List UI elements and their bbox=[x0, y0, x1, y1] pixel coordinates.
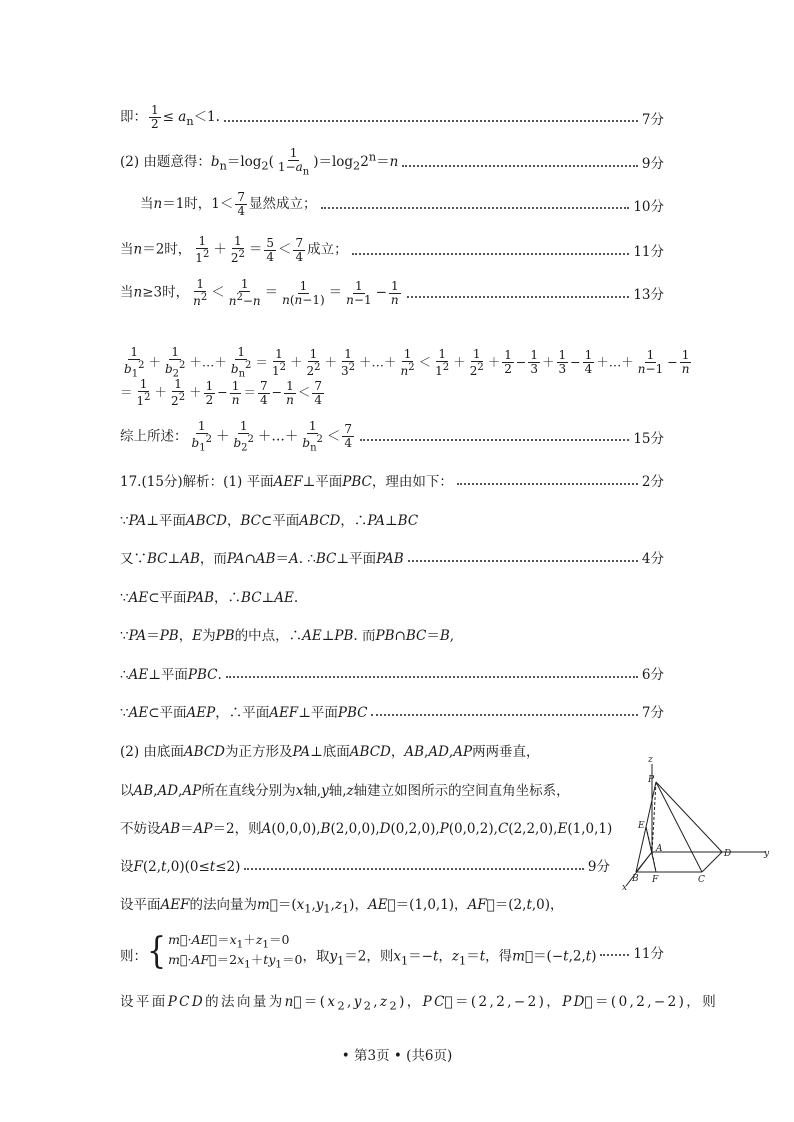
score-label: 6分 bbox=[641, 667, 664, 683]
line-text: (2) 由底面ABCD为正方形及PA⊥底面ABCD，AB,AD,AP两两垂直， bbox=[120, 744, 540, 760]
line-7 bbox=[120, 378, 326, 408]
line-4 bbox=[120, 235, 664, 265]
line-19 bbox=[120, 855, 610, 875]
line-text: 当n＝1时，1＜ $\frac{7}{4}$ 显然成立； bbox=[140, 190, 317, 219]
line-text: 不妨设AB＝AP＝2，则A(0,0,0),B(2,0,0),D(0,2,0),P(0,0,2),C(2,2,0),E(1,0,1) bbox=[120, 821, 613, 837]
line-text: ＝ $\frac{1}{1^2}$ ＋ $\frac{1}{2^2}$ ＋ $\frac{1}{2}$ − $\frac{1}{n}$ ＝ $\frac{7}{4}$ − $\frac{1}{n}$ ＜ $\frac{7}{4}$ bbox=[120, 377, 322, 409]
score-label: 7分 bbox=[641, 705, 664, 721]
line-text: 17.(15分)解析：(1) 平面AEF⊥平面PBC，理由如下： bbox=[120, 474, 453, 490]
line-text: (2) 由题意得：$b_n=\log_2$( $\frac{1}{1-a_n}$ )$=\log_22^n=n$ bbox=[120, 146, 399, 178]
line-13 bbox=[120, 624, 454, 644]
label-y: y bbox=[764, 849, 770, 859]
edge-CD bbox=[702, 852, 722, 872]
label-E: E bbox=[638, 821, 645, 831]
dot-leader bbox=[321, 206, 630, 209]
line-text: 又∵BC⊥AB，而PA∩AB＝A. ∴BC⊥平面PAB bbox=[120, 551, 404, 567]
line-text: 设平面AEF的法向量为$m⃗=(x_1,y_1,z_1)$，AE⃗＝(1,0,1)，AF⃗＝(2,t,0)， bbox=[120, 897, 564, 916]
line-12 bbox=[120, 586, 298, 606]
edge-PD bbox=[656, 782, 722, 852]
label-P: P bbox=[648, 775, 655, 785]
line-text: 当n≥3时， $\frac{1}{n^2}$ ＜ $\frac{1}{n^2-n}$ ＝ $\frac{1}{n(n-1)}$ ＝ $\frac{1}{n-1}$ − $\frac{1}{n}$ bbox=[120, 277, 399, 309]
line-text: ∵AE⊂平面PAB，∴BC⊥AE. bbox=[120, 590, 299, 606]
dot-leader bbox=[407, 295, 630, 298]
line-3 bbox=[140, 191, 664, 218]
line-8 bbox=[120, 420, 664, 454]
line-9 bbox=[120, 470, 664, 490]
line-20 bbox=[120, 893, 564, 916]
score-label: 9分 bbox=[587, 859, 610, 875]
line-10 bbox=[120, 509, 418, 529]
line-6 bbox=[120, 346, 693, 380]
dot-leader bbox=[226, 675, 638, 678]
line-16 bbox=[120, 740, 540, 760]
label-x: x bbox=[622, 883, 628, 892]
line-21 bbox=[120, 929, 664, 972]
dot-leader bbox=[457, 482, 638, 485]
page-footer: • 第3页 • (共6页) bbox=[341, 1048, 453, 1064]
dot-leader bbox=[224, 119, 638, 122]
score-label: 2分 bbox=[641, 474, 664, 490]
score-label: 11分 bbox=[633, 244, 664, 261]
edge-PC bbox=[656, 782, 702, 872]
line-5 bbox=[120, 278, 664, 308]
line-15 bbox=[120, 701, 664, 721]
dot-leader bbox=[352, 252, 630, 255]
score-label: 13分 bbox=[633, 287, 664, 304]
line-text: 设平面PCD的法向量为$n⃗=(x_2,y_2,z_2)$，PC⃗＝(2,2,−2)，PD⃗＝(0,2,−2)，则 bbox=[120, 994, 719, 1013]
line-text: ∵PA⊥平面ABCD，BC⊂平面ABCD，∴PA⊥BC bbox=[120, 513, 419, 529]
line-18 bbox=[120, 817, 612, 837]
dot-leader bbox=[402, 164, 638, 167]
label-B: B bbox=[632, 874, 639, 884]
label-F: F bbox=[652, 875, 659, 885]
line-text: 当n＝2时， $\frac{1}{1^2}$ ＋ $\frac{1}{2^2}$ ＝ $\frac{5}{4}$ ＜ $\frac{7}{4}$ 成立； bbox=[120, 234, 348, 266]
score-label: 7分 bbox=[641, 111, 664, 128]
dot-leader bbox=[244, 867, 584, 870]
line-1 bbox=[120, 104, 664, 131]
score-label: 4分 bbox=[641, 551, 664, 567]
dot-leader bbox=[360, 438, 629, 441]
dot-leader bbox=[371, 713, 637, 716]
line-text: ∵PA＝PB，E为PB的中点，∴AE⊥PB. 而PB∩BC＝B, bbox=[120, 628, 455, 644]
line-text: 综上所述： $\frac{1}{b_1^2}$ ＋ $\frac{1}{b_2^2}$ ＋…＋ $\frac{1}{b_n^2}$ ＜ $\frac{7}{4}$ bbox=[120, 419, 353, 454]
line-text: ∵AE⊂平面AEP，∴平面AEF⊥平面PBC bbox=[120, 705, 368, 721]
line-text: 设F(2,t,0)(0≤t≤2) bbox=[120, 859, 241, 875]
line-2 bbox=[120, 147, 664, 178]
line-14 bbox=[120, 663, 664, 683]
segment-EF bbox=[646, 827, 656, 872]
line-text: 即： $\frac{1}{2}$ ≤ $a_n<1$. bbox=[120, 103, 220, 132]
score-label: 9分 bbox=[641, 156, 664, 173]
label-D: D bbox=[724, 849, 732, 859]
score-label: 15分 bbox=[633, 430, 664, 447]
label-A: A bbox=[656, 844, 663, 854]
dot-leader bbox=[408, 559, 638, 562]
line-text: 则： { $m⃗\cdot AE⃗=x_1+z_1=0$ $m⃗\cdot AF⃗=2x_1+ty_1=0$ ，取$y_1=2$，则$x_1=-t$，$z_1=t$，得m⃗＝(−t,2,t) bbox=[120, 929, 597, 972]
dot-leader bbox=[600, 953, 629, 956]
line-22 bbox=[120, 990, 718, 1013]
line-text: $\frac{1}{b_1^2}$ ＋ $\frac{1}{b_2^2}$ ＋…＋ $\frac{1}{b_n^2}$ ＝ $\frac{1}{1^2}$ ＋ $\frac{1}{2^2}$ ＋ $\frac{1}{3^2}$ ＋…＋ $\frac{1}{n^2}$ ＜ $\frac{1}{1^2}$ ＋ $\frac{1}{2^2}$ ＋ $\frac{1}{2}$ − $\frac{1}{3}$ ＋ $\frac{1}{3}$ − $\frac{1}{4}$ ＋…＋ $\frac{1}{n-1}$ − $\frac{1}{n}$ bbox=[124, 345, 690, 380]
line-text: 以AB,AD,AP所在直线分别为x轴,y轴,z轴建立如图所示的空间直角坐标系， bbox=[120, 783, 570, 799]
line-11 bbox=[120, 547, 664, 567]
line-text: ∴AE⊥平面PBC. bbox=[120, 667, 222, 683]
pyramid-figure bbox=[614, 752, 774, 892]
score-label: 11分 bbox=[633, 945, 664, 962]
score-label: 10分 bbox=[633, 198, 664, 215]
label-C: C bbox=[698, 875, 705, 885]
line-17 bbox=[120, 779, 570, 799]
label-z: z bbox=[648, 755, 653, 765]
